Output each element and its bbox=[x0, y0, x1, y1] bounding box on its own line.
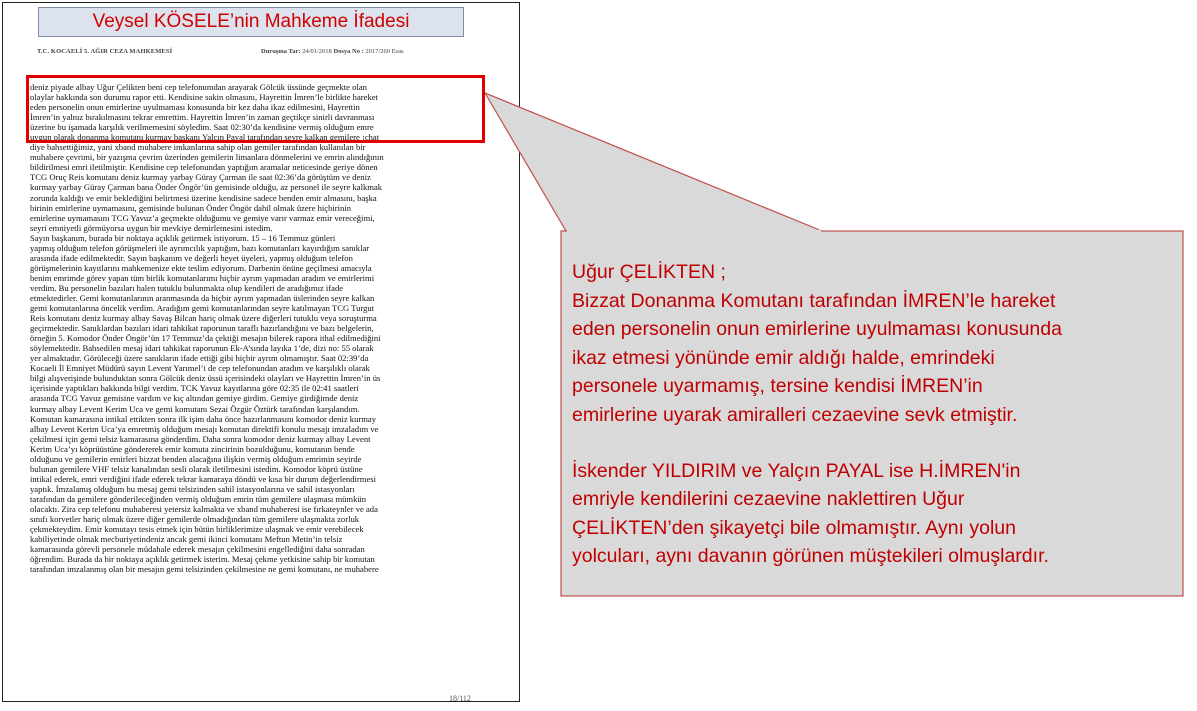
callout-line: İskender YILDIRIM ve Yalçın PAYAL ise H.İMREN'in bbox=[572, 459, 1021, 482]
document-line: kamarasında görevli personele müdahale ederek mesajın çekilmesini engellediğini daha sonradan bbox=[30, 544, 365, 555]
document-line: yer almaktadır. Görüleceği üzere sanıkların ifade ettiği gibi hiçbir ayrım olmamıştır. Saat 02:39’da bbox=[30, 353, 369, 364]
document-line: Kerim Uca’yı köprüüstüne göndererek emir komuta zincirinin bozulduğunu, komutanın bende bbox=[30, 443, 355, 454]
document-line: arasında TCG Yavuz gemisine vardım ve kıç altından gemiye girdim. Gemiye girdiğimde deniz bbox=[30, 393, 359, 404]
document-line: yapmış olduğum telefon görüşmeleri ile ayrımcılık yaptığım, bazı komutanları kayırdığım sanıklar bbox=[30, 242, 370, 253]
document-line: çekilmesi için gemi telsiz kamarasına gönderdim. Daha sonra komodor deniz kurmay albay Levent bbox=[30, 433, 371, 444]
document-line: Reis komutanı deniz kurmay albay Savaş Bilcan hariç olmak üzere diğerleri tutuklu veya soruşturma bbox=[30, 313, 377, 324]
document-line: çekmekteydim. Emir komutayı tesis etmek için bütün birliklerimize ulaşmak ve emir verebilecek bbox=[30, 524, 364, 535]
document-line: tarafından imzalanmış olan bir mesajın gemi telsizinden çekilmesine ne gemi komutanı, ne muhabere bbox=[30, 564, 379, 575]
document-line: İmren’in yalnız bırakılmasını tekrar emrettim. Hayrettin İmren’in zaman geçtikçe sinirli davranması bbox=[30, 112, 375, 123]
callout-line: yolcuları, aynı davanın görünen müştekileri olmuşlardır. bbox=[572, 545, 1049, 568]
slide-title: Veysel KÖSELE’nin Mahkeme İfadesi bbox=[38, 7, 464, 37]
hearing-date: 24/01/2018 bbox=[302, 48, 332, 55]
document-line: benim emrimde görev yapan tüm birlik komutanlarımı hiçbir ayrım yapmadan aradım ve emirlerimi bbox=[30, 272, 375, 283]
document-line: kurmay yarbay Güray Çarman bana Önder Öngör’ün gemisinde olduğu, az personel ile seyre kalkmak bbox=[30, 182, 383, 193]
document-line: Komutan kamarasına intikal ettikten sonra ilk işim daha önce hazırlanmasını komodor deniz kurmay bbox=[30, 413, 377, 424]
document-line: etmektedirler. Gemi komutanlarının aranmasında da hiçbir ayrım yapmadan üslerinden seyre kalkan bbox=[30, 292, 375, 303]
document-line: eden personelin onun emirlerine uyulmaması konusunda bir kez daha ikaz edilmesini, Hayrettin bbox=[30, 102, 360, 113]
callout-pointer bbox=[485, 93, 822, 231]
document-line: verdim. Bu personelin bazıları halen tutuklu bulunmakta olup kendileri de aradığımız ifade bbox=[30, 282, 344, 293]
callout-paragraph-2 bbox=[572, 457, 1178, 571]
hearing-date-label: Duruşma Tar: bbox=[261, 48, 301, 55]
document-line: kabiliyetinde olmak mecburiyetindeniz ancak gemi ikinci komutanı Meftun Metin’in telsiz bbox=[30, 534, 343, 545]
document-line: kurmay albay Levent Kerim Uca ve gemi komutanı Sezai Özgür Öztürk tarafından karşılandım. bbox=[30, 403, 360, 414]
document-line: gemi komutanlarına öncelik verdim. Aradığım gemi komutanlarından seyre katılmayan TCG Turgut bbox=[30, 303, 375, 314]
document-line: uygun olarak donanma komutanı kurmay başkanı Yalçın Payal tarafından seyre kalkan gemilere ¡chat bbox=[30, 132, 380, 143]
callout-line: Bizzat Donanma Komutanı tarafından İMREN’le hareket bbox=[572, 289, 1056, 312]
callout-paragraph-1 bbox=[572, 258, 1178, 430]
document-line: bilgi alışverişinde bulunduktan sonra Gölcük deniz üssü içerisindeki olayları ve Hayrettin İmren’in üs bbox=[30, 373, 381, 384]
document-line: zorunda kaldığı ve emir beklediğini belirtmesi üzerine kendisine sadece benden emir almasını, başka bbox=[30, 192, 377, 203]
document-line: öğrendim. Burada da bir noktaya açıklık getirmek isterim. Mesaj çekme yetkisine sahip bir komutan bbox=[30, 554, 375, 565]
document-line: örneğin 5. Komodor Önder Öngör’ün 17 Temmuz’da çektiği mesajın bilerek rapora ithal edilmediğini bbox=[30, 333, 381, 344]
document-line: birinin emirlerine uymamasını, gemisinde bulunan Önder Öngör dahil olmak üzere hiçbirinin bbox=[30, 202, 351, 213]
document-line: tarafından da gemilere gönderileceğinden vermiş olduğum emrin tüm gemilere ulaşması mümkün bbox=[30, 493, 367, 504]
file-no: 2017/260 Esas bbox=[365, 48, 404, 55]
document-line: arasında ifade edilmektedir. Sayın başkanım ve değerli heyet üyeleri, yapmış olduğum telefon bbox=[30, 252, 353, 263]
document-line: deniz piyade albay Uğur Çelikten beni cep telefonumdan arayarak Gölcük üssünde geçmekte olan bbox=[30, 82, 367, 92]
document-line: üzerine bu işamada karşılık verilmemesini söyledim. Saat 02:30’da kendisine vermiş olduğum emre bbox=[30, 122, 374, 133]
document-line: Kocaeli İl Emniyet Müdürü sayın Levent Yarımel’i de cep telefonundan aradım ve karşılıklı olarak bbox=[30, 363, 370, 374]
highlighted-passage bbox=[26, 75, 485, 143]
document-line: bildirilmesi emri iletilmiştir. Kendisine cep telefonundan yaptığım aramalar neticesinde geriye dönen bbox=[30, 162, 378, 173]
file-no-label: Dosya No : bbox=[333, 48, 364, 55]
document-line: muhabere çevrimi, bir yazışma çevrim üzerinden gemilerin limanlara dönmelerini ve emrin alındığının bbox=[30, 152, 384, 163]
document-line: geçirmektedir. Sanıklardan bazıları idari tahkikat raporunun taraflı hazırlandığını ve bazı belgelerin, bbox=[30, 323, 374, 334]
document-line: seyri emniyetli görmüyorsa uygun bir mevkiye demirlemesini istedim. bbox=[30, 222, 273, 233]
document-line: içerisinde yaptıkları hakkında bilgi verdim. TCK Yavuz kayıtlarına göre 02:35 ile 02:41 saatleri bbox=[30, 383, 359, 394]
document-line: olacaktı. Zira cep telefonu muhaberesi yetersiz kalmakta ve xband muhaberesi ise fırkateynler ve ada bbox=[30, 503, 378, 514]
document-line: TCG Oruç Reis komutanı deniz kurmay yarbay Güray Çarman ile saat 02:36’da görüştüm ve deniz bbox=[30, 172, 371, 183]
document-line: diye bahsettiğimiz, yani xband muhabere imkanlarına sahip olan gemiler tarafından kullanılan bir bbox=[30, 142, 366, 153]
callout-line: ÇELİKTEN’den şikayetçi bile olmamıştır. Aynı yolun bbox=[572, 516, 1016, 539]
callout-line: Uğur ÇELİKTEN ; bbox=[572, 261, 726, 283]
callout-line: emriyle kendilerini cezaevine naklettiren Uğur bbox=[572, 488, 965, 511]
callout-line: emirlerine uyarak amiralleri cezaevine sevk etmiştir. bbox=[572, 403, 1018, 426]
document-line: albay Levent Kerim Uca’ya emretmiş olduğum mesajı komutan direktifi konulu mesajı imzaladım ve bbox=[30, 423, 379, 434]
document-line: yaptık. İmzalamış olduğum bu mesaj gemi telsizinden sahil istasyonlarına ve sahil istasyonları bbox=[30, 483, 355, 494]
document-line: söylemektedir. Bahsedilen mesaj idari tahkikat raporunun Ek-A’sında layıka 1’de, dizi no: 55 olarak bbox=[30, 343, 374, 354]
document-line: olaylar hakkında son durumu rapor etti. Kendisine sakin olmasını, Hayrettin İmren’le birlikte hareket bbox=[30, 92, 378, 103]
document-line: intikal ederek, emri verdiğini ifade ederek tekrar kamaraya döndü ve kısa bir durum değerlendirmesi bbox=[30, 473, 376, 484]
document-line: sınıfı korvetler hariç olmak üzere diğer gemilerde olmadığından tüm gemilere ulaşmakta zorluk bbox=[30, 514, 360, 525]
court-name: T.C. KOCAELİ 5. AĞIR CEZA MAHKEMESİ bbox=[37, 48, 173, 55]
callout-line: personele uyarmamış, tersine kendisi İMREN’in bbox=[572, 375, 983, 398]
page-number: 18/112 bbox=[449, 694, 471, 703]
document-line: Sayın başkanım, burada bir noktaya açıklık getirmek istiyorum. 15 – 16 Temmuz günleri bbox=[30, 232, 336, 243]
document-line: görüşmelerinin kayıtlarını mahkemenize ekte teslim ediyorum. Darbenin önüne geçilmesi amacıyla bbox=[30, 262, 372, 273]
document-line: emirlerine uymamasını TCG Yavuz’a geçmekte olduğumu ve gemiye varır varmaz emir vereceğimi, bbox=[30, 212, 375, 223]
callout-line: eden personelin onun emirlerine uyulmaması konusunda bbox=[572, 318, 1062, 341]
callout-line: ikaz etmesi yönünde emir aldığı halde, emrindeki bbox=[572, 346, 995, 369]
callout-text bbox=[572, 258, 1178, 571]
document-line: olduğunu ve gemilerin emirleri bizzat benden alacağına ilişkin vermiş olduğum emrimin seyirde bbox=[30, 453, 362, 464]
document-line: bulunan gemilere VHF telsiz kanalından sesli olarak iletilmesini istedim. Komodor köprü üstüne bbox=[30, 463, 363, 474]
